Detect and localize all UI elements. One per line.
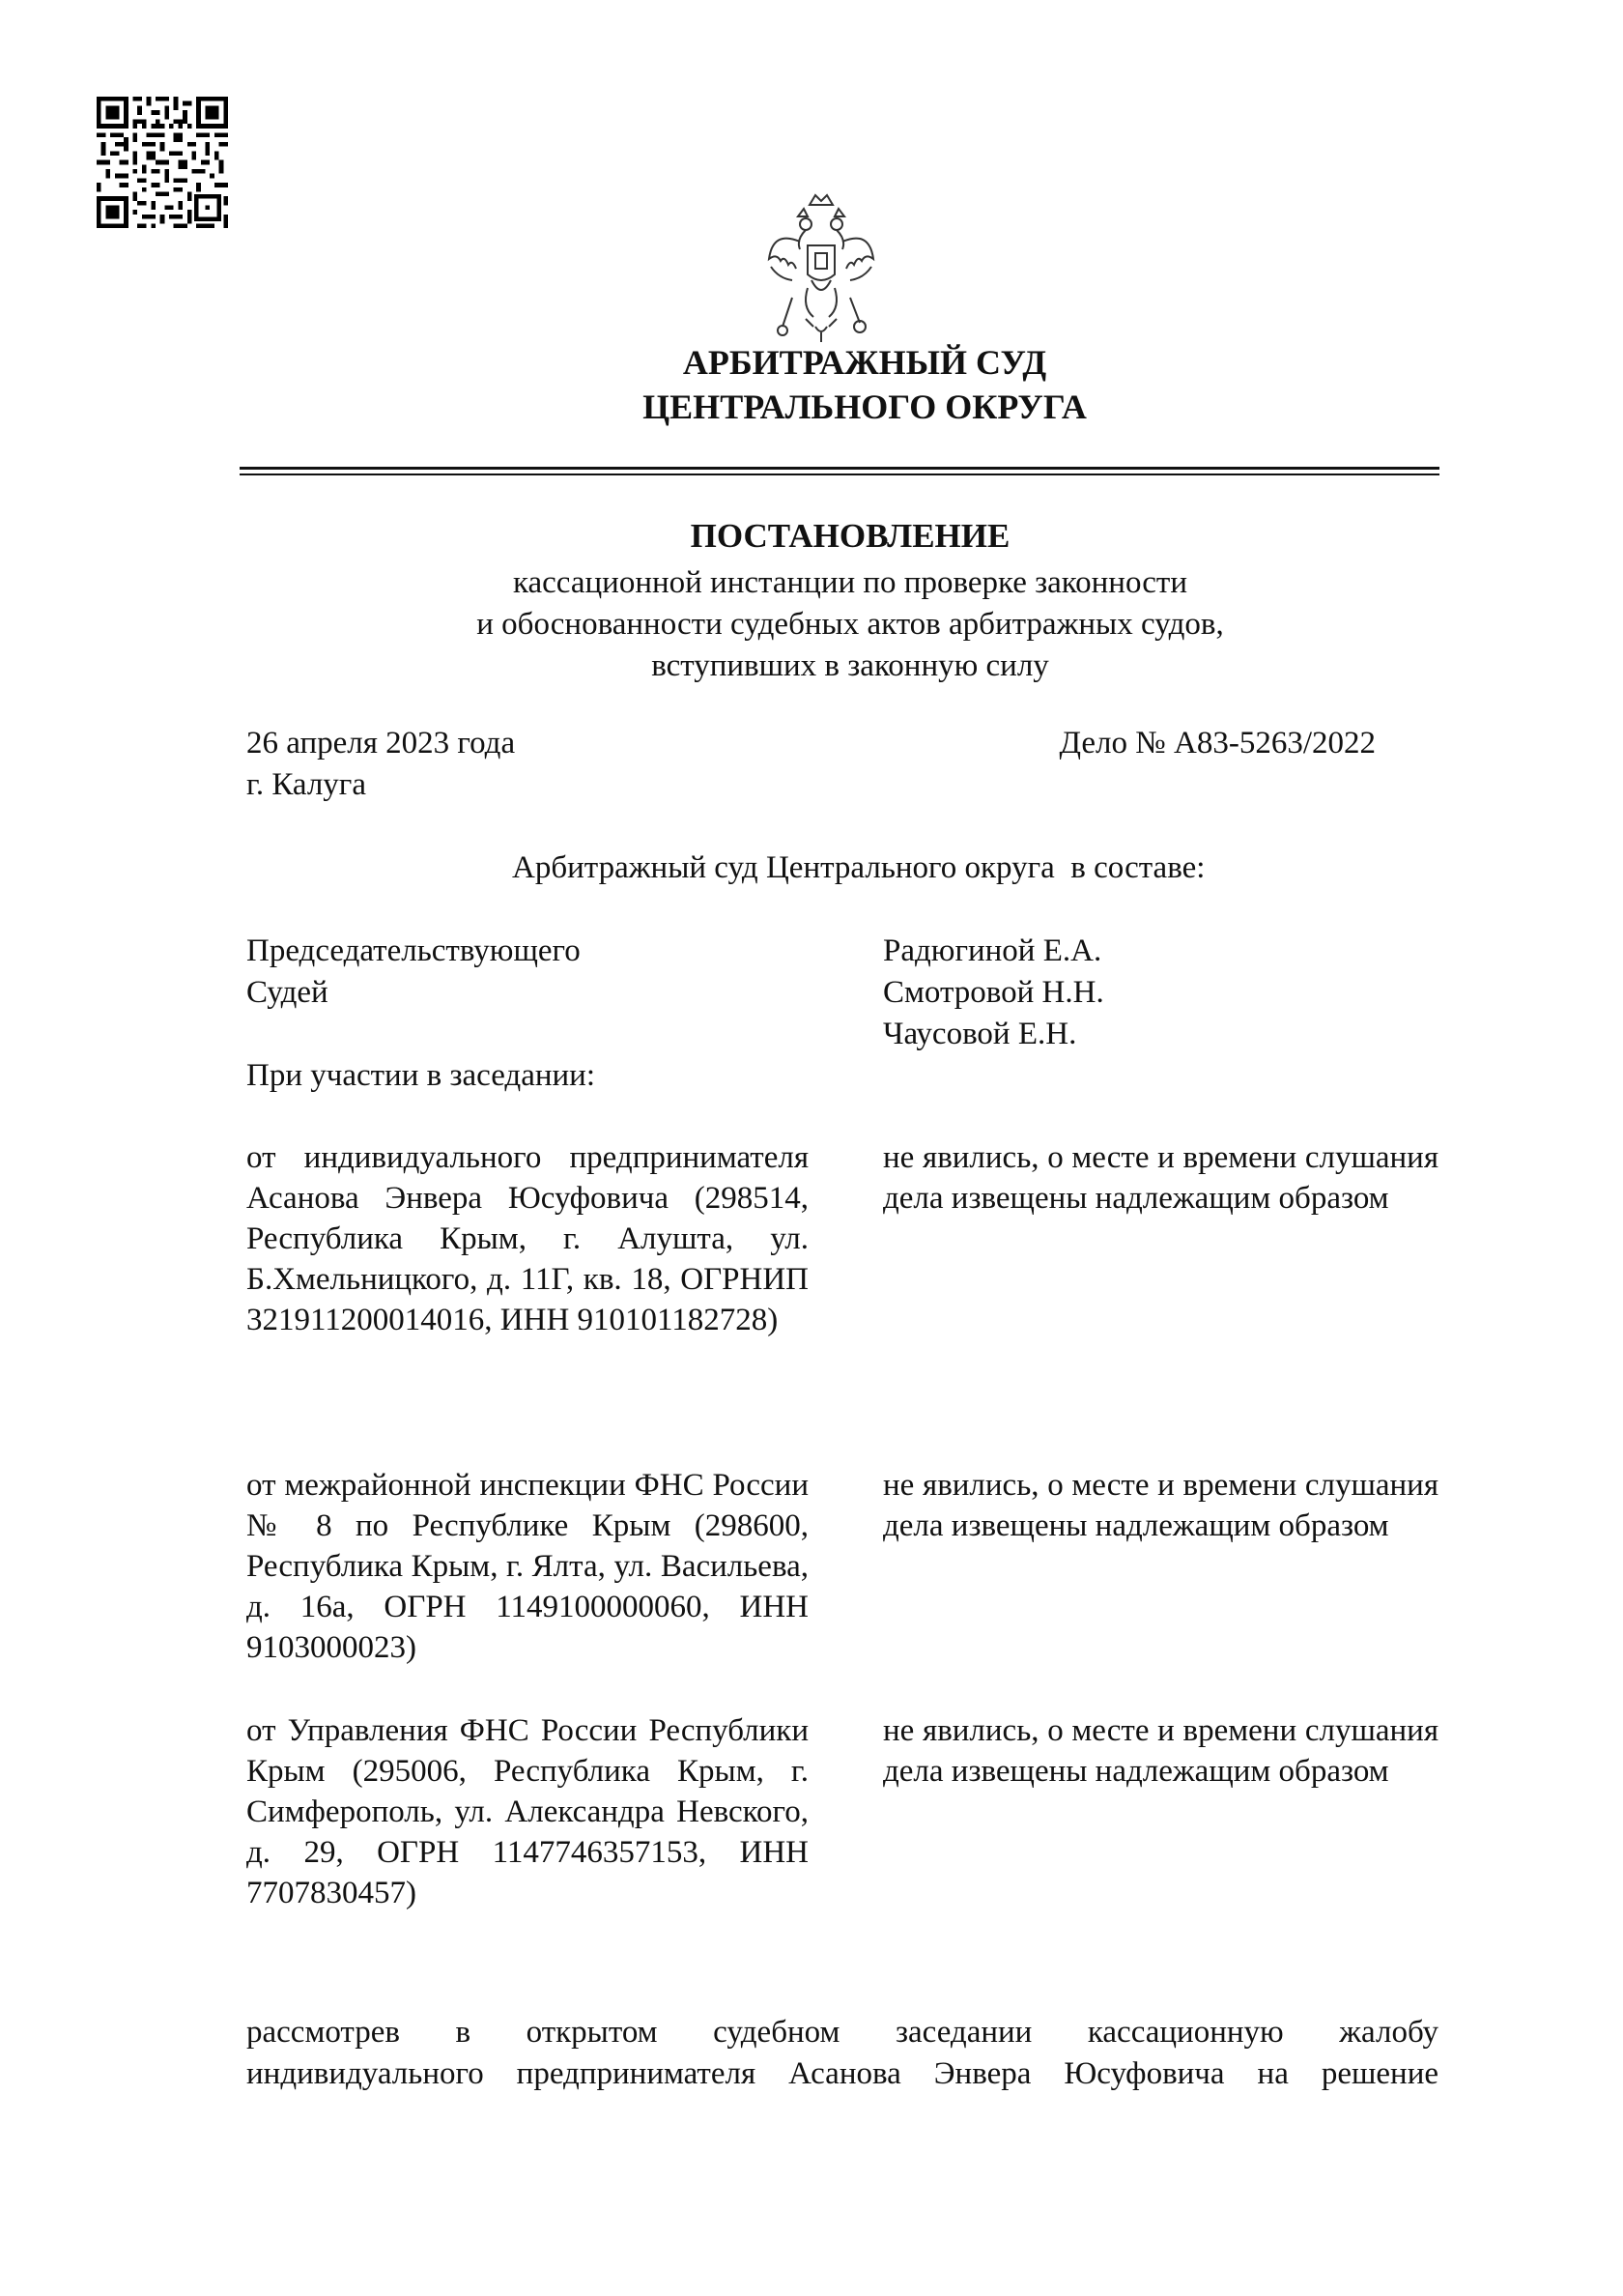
document-subtitle [0, 562, 1623, 687]
participant-status: не явились, о месте и времени слушания дела извещены надлежащим образом [883, 1468, 1438, 1543]
court-name-header [0, 340, 1623, 429]
document-city: г. Калуга [246, 767, 366, 802]
closing-paragraph-line: рассмотрев в открытом судебном заседании кассационную жалобу [246, 2015, 1438, 2050]
document-title: ПОСТАНОВЛЕНИЕ [690, 517, 1011, 555]
header-divider-thin [240, 474, 1439, 475]
participant-status: не явились, о месте и времени слушания дела извещены надлежащим образом [883, 1713, 1438, 1789]
participant-status: не явились, о месте и времени слушания дела извещены надлежащим образом [883, 1140, 1438, 1216]
participant-party: от межрайонной инспекции ФНС России № 8 по Республике Крым (298600, Республика Крым, г. Ялта, ул. Васильева, д. 16а, ОГРН 1149100000060, ИНН 9103000023) [246, 1468, 809, 1665]
participant-party: от индивидуального предпринимателя Асанова Энвера Юсуфовича (298514, Республика Крым, г. Алушта, ул. Б.Хмельницкого, д. 11Г, кв. 18, ОГРНИП 321911200014016, ИНН 910101182728) [246, 1140, 809, 1337]
closing-paragraph-line: индивидуального предпринимателя Асанова Энвера Юсуфовича на решение [246, 2056, 1438, 2091]
court-name-line1: АРБИТРАЖНЫЙ СУД [682, 343, 1047, 382]
subtitle-line: кассационной инстанции по проверке законности [512, 565, 1188, 600]
header-divider-thick [240, 467, 1439, 470]
judge-name: Чаусовой Е.Н. [883, 1017, 1077, 1051]
judge-name: Смотровой Н.Н. [883, 975, 1104, 1010]
subtitle-line: и обоснованности судебных актов арбитражных судов, [476, 607, 1224, 642]
presiding-label: Председательствующего [246, 933, 581, 968]
court-name-line2: ЦЕНТРАЛЬНОГО ОКРУГА [642, 387, 1087, 426]
case-number: Дело № А83-5263/2022 [1059, 726, 1376, 761]
qr-code [97, 97, 228, 228]
composition-intro: Арбитражный суд Центрального округа в составе: [512, 850, 1206, 885]
participation-label: При участии в заседании: [246, 1058, 595, 1093]
document-date: 26 апреля 2023 года [246, 726, 516, 761]
coat-of-arms-emblem [763, 191, 879, 346]
participant-party: от Управления ФНС России Республики Крым (295006, Республика Крым, г. Симферополь, ул. Александра Невского, д. 29, ОГРН 1147746357153, ИНН 7707830457) [246, 1713, 809, 1910]
presiding-judge-name: Радюгиной Е.А. [883, 933, 1102, 968]
subtitle-line: вступивших в законную силу [651, 648, 1049, 683]
judges-label: Судей [246, 975, 328, 1010]
